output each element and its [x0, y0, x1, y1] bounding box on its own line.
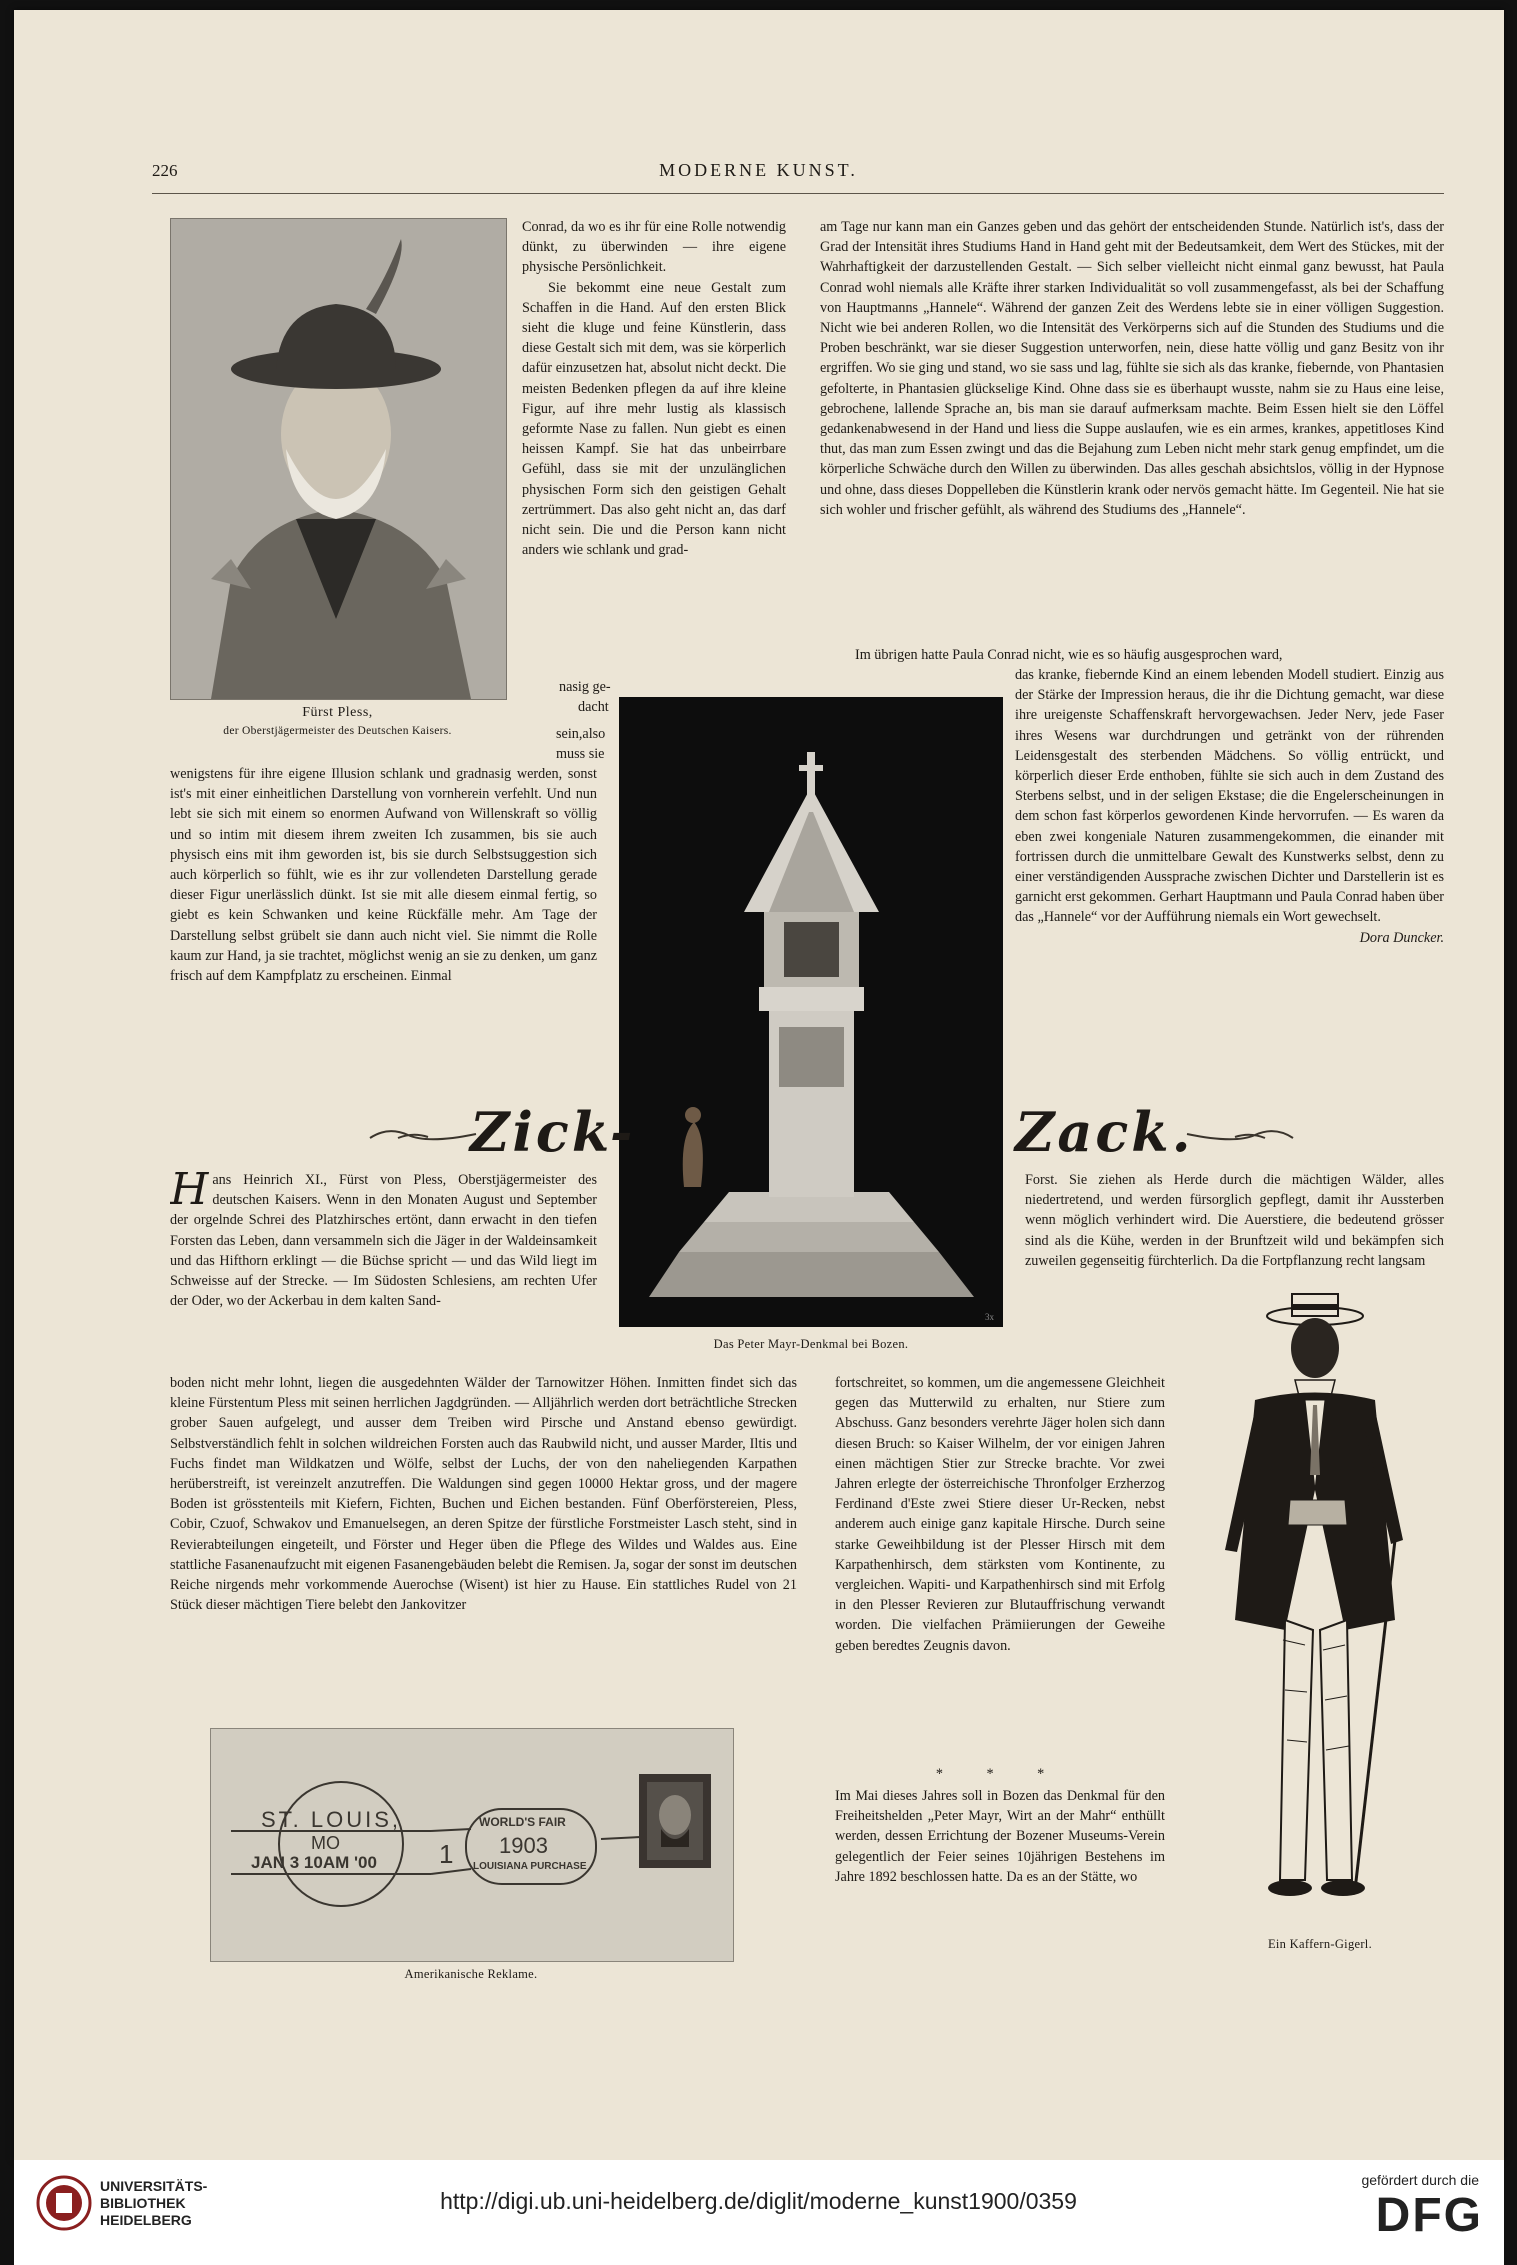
- postmark-date: JAN 3 10AM '00: [251, 1853, 377, 1872]
- article1-col1-bottom: wenigstens für ihre eigene Illusion schlank und gradnasig werden, sonst ist's mit einer einheitlichen Darstellung von vornherein verfehlt. Und nun lebt sie sich mit einem so enormen Aufwand von Willenskraft so völlig und so intim mit diesem ihrem zweiten Ich zusammen, bis sie auch physisch eins mit ihm geworden ist, bis sie durch Selbstsuggestion sich auch körperlich so fühlt, wie es ihr zur vollendeten Darstellung gerade dieser Figur unerlässlich dünkt. Ist sie mit alle diesem einmal fertig, so giebt es kein Schwanken und keine Rückfälle mehr. Am Tage der Darstellung selbst grübelt sie dann auch nicht viel. Sie nimmt die Rolle kaum zur Hand, ja sie trachtet, möglichst wenig an sie zu denken, um ganz frisch auf dem Kampfplatz zu erscheinen. Einmal: [170, 766, 597, 985]
- monument-signature: 3x: [985, 1312, 994, 1322]
- postmark-illustration: [211, 1729, 733, 1961]
- title-zick: Zick-: [470, 1100, 636, 1164]
- article1-col1-p2: Sie bekommt eine neue Gestalt zum Schaffen in die Hand. Auf den ersten Blick sieht die kluge und feine Künstlerin, dass diese Gestalt sich mit dem, was sie körperlich dafür einzusetzen hat, absolut nicht deckt. Die meisten Bedenken pflegen da auf ihre kleine Figur, auf ihre mehr lustig als klassisch geformte Nase zu fallen. Nun giebt es einen heissen Kampf. Sie hat das unbeirrbare Gefühl, dass sie mit der unzulänglichen physischen Form sich den geistigen Gehalt zertrümmert. Das also geht nicht an, das darf nicht sein. Die und die Person kann nicht anders wie schlank und grad-: [522, 279, 786, 559]
- stamp-photo: [210, 1728, 734, 1962]
- monument-illustration: [619, 697, 1003, 1327]
- page-number: 226: [152, 161, 178, 180]
- stamp-caption: Amerikanische Reklame.: [404, 1967, 538, 1981]
- postmark-number: 1: [439, 1839, 454, 1869]
- article1-col2-p2-first: Im übrigen hatte Paula Conrad nicht, wie es so häufig ausgesprochen ward,: [855, 647, 1283, 663]
- postmark-fair-top: WORLD'S FAIR: [479, 1815, 566, 1829]
- university-line-3: HEIDELBERG: [100, 2212, 192, 2228]
- article1-col2-top: am Tage nur kann man ein Ganzes geben und das gehört der entscheidenden Stunde. Natürlich ist's, dass der Grad der Intensität ihres Studiums Hand in Hand geht mit der Bedeutsamkeit, dem Wert des Stückes, mit der Wahrhaftigkeit der darzustellenden Gestalt. — Sich selber vielleicht nicht einmal ganz bewusst, hat Paula Conrad wohl niemals alle Kräfte ihrer starken Individualität so voll zusammengefasst, als bei der Schaffung von Hauptmanns „Hannele“. Während der ganzen Zeit des Werdens lebte sie in einer völligen Suggestion. Nicht wie bei anderen Rollen, wo die Intensität des Verkörperns sich auf die Stunden des Studiums und die Proben beschränkt, war sie dieser Suggestion unterworfen, nein, diese hatte völlig und ganz Besitz von ihr ergriffen. Wo sie ging und stand, wo sie sass und lag, fühlte sie sich als das kranke, fiebernde, von Phantasien gefolterte, in Phantasien glückselige Kind. Ohne dass sie es überhaupt wusste, nahm sie zu Haus eine leise, gebrochene, lallende Sprache an, bis man sie darauf aufmerksam machte. Beim Essen hielt sie den Löffel gedankenabwesend in der Hand und liess die Suppe auslaufen, wie es ein armes, krankes, appetitloses Kind thut, das man zum Essen zwingt und das die Bejahung zum Leben nicht mehr stark genug empfindet, um die körperliche Schwäche durch den Willen zu überwinden. Das alles geschah absichtslos, völlig in der Hypnose und ohne, dass dieses Doppelleben die Künstlerin krank oder nervös gemacht hätte. Im Gegenteil. Nie hat sie sich wohler und frischer gefühlt, als während des Studiums des „Hannele“.: [820, 219, 1444, 518]
- university-line-2: BIBLIOTHEK: [100, 2195, 186, 2211]
- article1-signature: Dora Duncker.: [1359, 929, 1444, 946]
- zickzack-col2-last: Im Mai dieses Jahres soll in Bozen das Denkmal für den Freiheitshelden „Peter Mayr, Wirt an der Mahr“ enthüllt werden, dessen Errichtung der Bozener Museums-Verein gelegentlich der Feier seines 10jährigen Bestehens im Jahre 1892 beschlossen hatte. Da es an der Stätte, wo: [835, 1788, 1165, 1885]
- zickzack-col1-top: [170, 1170, 597, 1370]
- postmark-city: ST. LOUIS,: [261, 1807, 402, 1832]
- journal-title: MODERNE KUNST.: [659, 160, 858, 180]
- university-line-1: UNIVERSITÄTS-: [100, 2178, 208, 2194]
- portrait-photo: [170, 218, 507, 700]
- zickzack-col2-mid: fortschreitet, so kommen, um die angemessene Gleichheit gegen das Mutterwild zu erhalten, nur Stiere zum Abschuss. Ganz besonders verehrte Jäger holen sich dann diesen Bruch: so Kaiser Wilhelm, der vor einigen Jahren einen mächtigen Stier zur Strecke brachte. Vor zwei Jahren erlegte der österreichische Thronfolger Erzherzog Ferdinand d'Este zwei Stiere dieser Ur-Recken, nebst anderem auch einige ganz kapitale Hirsche. Durch seine starke Geweihbildung ist der Plesser Hirsch mit dem Karpathenhirsch, dem stärksten vom Kontinente, zu vergleichen. Wapiti- und Karpathenhirsch sind mit Erfolg in den Plesser Revieren zur Blutauffrischung verwandt worden. Die vielfachen Prämiierungen der Geweihe geben beredtes Zeugnis davon.: [835, 1375, 1165, 1654]
- article1-col1-mid-d: muss sie: [556, 746, 605, 762]
- header-rule: [152, 193, 1444, 194]
- article1-col1-mid-b: dacht: [578, 699, 609, 715]
- title-ornament-right: [1185, 1120, 1295, 1150]
- article1-col1-mid-c: sein,also: [556, 726, 606, 742]
- zickzack-col1-top-text: ans Heinrich XI., Fürst von Pless, Oberstjägermeister des deutschen Kaisers. Wenn in den Monaten August und September der orgelnde Schrei des Platzhirsches ertönt, dann erwacht in den tiefen Forsten das Leben, dann versammeln sich die Jäger in der Waldeinsamkeit und das Hifthorn erklingt — die Büchse spricht — und das Wild liegt im Schweisse auf der Strecke. — Im Südosten Schlesiens, am rechten Ufer der Oder, wo der Ackerbau in dem kalten Sand-: [170, 1172, 597, 1310]
- article1-col1-p1: Conrad, da wo es ihr für eine Rolle notwendig dünkt, zu überwinden — ihre eigene physische Persönlichkeit.: [522, 219, 786, 276]
- portrait-caption-sub: der Oberstjägermeister des Deutschen Kaisers.: [223, 725, 452, 737]
- funded-by-text: gefördert durch die: [1361, 2172, 1479, 2188]
- drop-cap-h: H: [170, 1170, 209, 1215]
- article1-col2-bottom: [1015, 665, 1444, 1070]
- kaffir-caption: Ein Kaffern-Gigerl.: [1267, 1937, 1373, 1951]
- digital-url-link[interactable]: http://digi.ub.uni-heidelberg.de/diglit/moderne_kunst1900/0359: [440, 2188, 1077, 2214]
- title-zack: Zack.: [1015, 1100, 1194, 1164]
- article1-col1-mid-a: nasig ge-: [559, 679, 611, 695]
- postmark-fair-bottom: LOUISIANA PURCHASE: [473, 1861, 587, 1872]
- monument-caption: Das Peter Mayr-Denkmal bei Bozen.: [713, 1337, 909, 1351]
- postmark-year: 1903: [499, 1833, 548, 1858]
- zickzack-col1-bottom: boden nicht mehr lohnt, liegen die ausgedehnten Wälder der Tarnowitzer Höhen. Inmitten findet sich das kleine Fürstentum Pless mit seinen herrlichen Jagdgründen. — Alljährlich werden dort beträchtliche Strecken grober Sauen aufgelegt, und ausser dem Treiben wird Pirsche und Anstand ebenso gewürdigt. Selbstverständlich fehlt in solchen wildreichen Forsten auch das Raubwild nicht, und ausser Marder, Iltis und Fuchs findet man Wildkatzen und Wölfe, selbst der Luchs, der von den naheliegenden Karpathen herüberstreift, ist vereinzelt anzutreffen. Die Waldungen sind gegen 10000 Hektar gross, und der magere Boden ist grösstenteils mit Kiefern, Fichten, Buchen und Eichen bestanden. Fünf Oberförstereien, Pless, Cobir, Czuof, Schwakov und Emanuelsegen, an deren Spitze der fürstliche Forstmeister Lasch steht, sind in Revierabteilungen eingeteilt, und Förster und Heger üben die Pflege des Wildes und Waldes aus. Eine stattliche Fasanenaufzucht mit eigenen Fasanengebäuden belebt die Remisen. Ja, sogar der sonst im deutschen Reiche nirgends mehr vorkommende Auerochse (Wisent) ist hier zu Hause. Ein stattliches Rudel von 21 Stück dieser mächtigen Tiere belebt den Jankovitzer: [170, 1375, 797, 1614]
- postmark-state: MO: [311, 1833, 340, 1853]
- zickzack-separator: * * *: [935, 1766, 1065, 1782]
- zickzack-col2-top: Forst. Sie ziehen als Herde durch die mächtigen Wälder, alles niedertretend, und werden fürsorglich gepflegt, damit ihr Aussterben wenn möglich verhindert wird. Die Auerstiere, die bedeutend grösser sind als die Kühe, werden in der Brunftzeit wild und bekämpfen sich zuweilen gegenseitig fürchterlich. Da die Fortpflanzung recht langsam: [1025, 1172, 1444, 1269]
- kaffir-illustration: [1195, 1290, 1435, 1930]
- portrait-caption-title: Fürst Pless,: [302, 705, 373, 720]
- monument-photo: [619, 697, 1003, 1327]
- title-ornament-left: [368, 1120, 478, 1150]
- dfg-logo: DFG: [1375, 2189, 1483, 2242]
- portrait-illustration: [171, 219, 506, 699]
- article1-col1-top: [522, 217, 786, 677]
- article1-col2-bottom-text: das kranke, fiebernde Kind an einem lebenden Modell studiert. Einzig aus der Stärke der Impression heraus, die ihr die Dichtung gemacht, war diese ihre ureigenste Schaffenskraft hervorgewachsen. Jeder Nerv, jede Faser ihres Wesens war durchdrungen und getränkt von der rührenden Leidensgestalt des sterbenden Mädchens. So völlig entrückt, und körperlich dieser Erde enthoben, fühlte sie sich auch in dem Zustand des Sterbens selbst, und in der seligen Ekstase; die die Engelerscheinungen in dem schon fast körperlos gewordenen Kinde hervorrufen. — Es waren da eben zwei kongeniale Naturen zusammengekommen, die einander mit fortrissen durch die unmittelbare Gewalt des Kunstwerks selbst, denn zu einer verständigenden Aussprache zwischen Dichter und Darstellerin ist es garnicht erst gekommen. Gerhart Hauptmann und Paula Conrad haben über das „Hannele“ vor der Aufführung niemals ein Wort gewechselt.: [1015, 667, 1444, 926]
